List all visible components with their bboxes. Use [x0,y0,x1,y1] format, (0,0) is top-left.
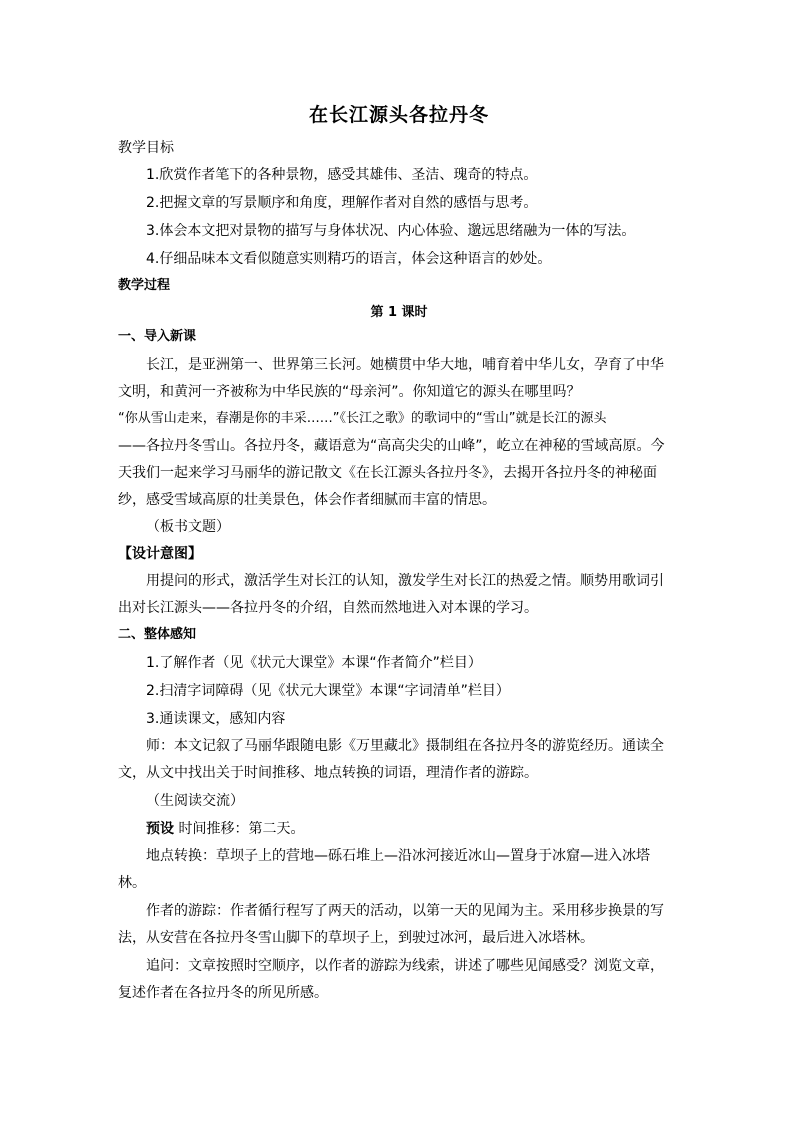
design-intent-line-2: 出对长江源头——各拉丹冬的介绍，自然而然地进入对本课的学习。 [118,600,538,616]
teacher-line-2: 文，从文中找出关于时间推移、地点转换的词语，理清作者的游踪。 [118,765,538,781]
design-intent-heading: 【设计意图】 [118,546,202,562]
objectives-heading: 教学目标 [118,140,174,156]
objective-item-1: 1.欣赏作者笔下的各种景物，感受其雄伟、圣洁、瑰奇的特点。 [146,167,538,183]
perception-item-2: 2.扫清字词障碍（见《状元大课堂》本课“字词清单”栏目） [146,683,510,699]
perception-item-3: 3.通读课文，感知内容 [146,711,286,727]
song-paragraph-line-1: “你从雪山走来，春潮是你的丰采……”《长江之歌》的歌词中的“雪山”就是长江的源头 [118,411,607,426]
place-line-2: 林。 [118,875,146,891]
lesson-label: 第 1 课时 [370,305,428,320]
perception-item-1: 1.了解作者（见《状元大课堂》本课“作者简介”栏目） [146,655,482,671]
preset-label: 预设 [146,821,174,837]
followup-line-1: 追问：文章按照时空顺序，以作者的游踪为线索，讲述了哪些见闻感受？浏览文章， [146,958,664,974]
objective-item-4: 4.仔细品味本文看似随意实则精巧的语言，体会这种语言的妙处。 [146,251,552,267]
preset-text: 时间推移：第二天。 [174,821,305,837]
exchange-note: （生阅读交流） [146,793,244,809]
process-heading: 教学过程 [118,278,171,293]
song-paragraph-line-3: 天我们一起来学习马丽华的游记散文《在长江源头各拉丹冬》，去揭开各拉丹冬的神秘面 [118,465,657,481]
objective-item-3: 3.体会本文把对景物的描写与身体状况、内心体验、邈远思绪融为一体的写法。 [146,223,636,239]
section1-heading: 一、导入新课 [118,329,197,344]
board-note: （板书文题） [146,519,230,535]
followup-line-2: 复述作者在各拉丹冬的所见所感。 [118,985,328,1001]
document-page [118,0,680,1123]
preset-line [118,820,708,838]
intro-paragraph-line-2: 文明，和黄河一齐被称为中华民族的“母亲河”。你知道它的源头在哪里吗？ [118,384,581,400]
intro-paragraph-line-1: 长江，是亚洲第一、世界第三长河。她横贯中华大地，哺育着中华儿女，孕育了中华 [146,357,664,373]
teacher-line-1: 师：本文记叙了马丽华跟随电影《万里藏北》摄制组在各拉丹冬的游览经历。通读全 [146,738,664,754]
design-intent-line-1: 用提问的形式，激活学生对长江的认知，激发学生对长江的热爱之情。顺势用歌词引 [146,573,664,589]
route-line-2: 法，从安营在各拉丹冬雪山脚下的草坝子上，到驶过冰河，最后进入冰塔林。 [118,930,594,946]
objective-item-2: 2.把握文章的写景顺序和角度，理解作者对自然的感悟与思考。 [146,195,538,211]
section2-heading: 二、整体感知 [118,627,197,642]
song-paragraph-line-4: 纱，感受雪域高原的壮美景色，体会作者细腻而丰富的情思。 [118,492,496,508]
song-paragraph-line-2: ——各拉丹冬雪山。各拉丹冬，藏语意为“高高尖尖的山峰”，屹立在神秘的雪域高原。今 [118,438,665,454]
document-title: 在长江源头各拉丹冬 [308,104,489,126]
route-line-1: 作者的游踪：作者循行程写了两天的活动，以第一天的见闻为主。采用移步换景的写 [146,903,664,919]
place-line-1: 地点转换：草坝子上的营地—砾石堆上—沿冰河接近冰山—置身于冰窟—进入冰塔 [146,848,650,864]
